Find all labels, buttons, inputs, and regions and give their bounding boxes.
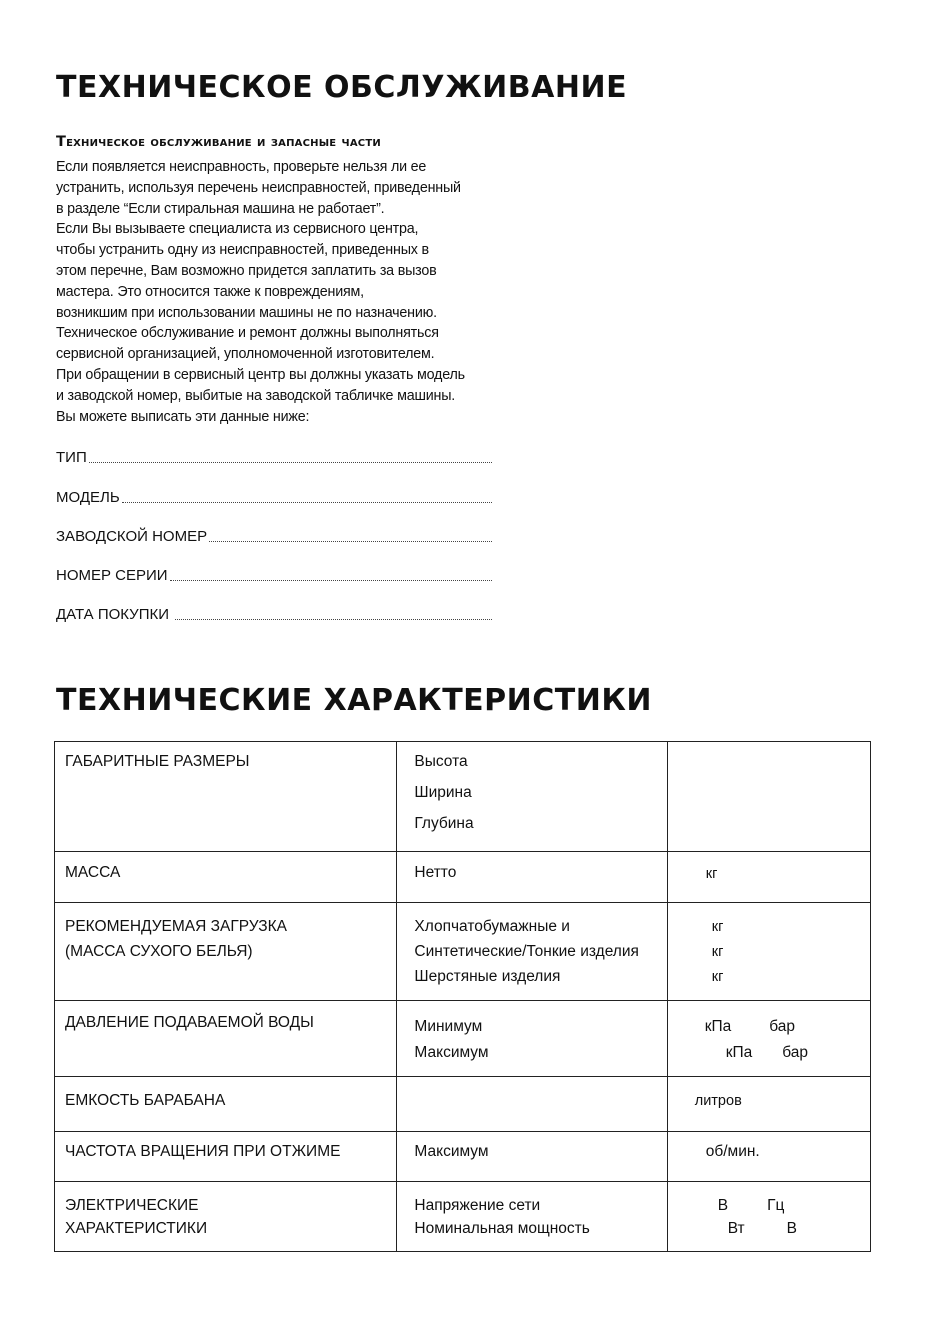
spec-name: ЕМКОСТЬ БАРАБАНА (65, 1092, 226, 1109)
spec-name: ХАРАКТЕРИСТИКИ (65, 1220, 208, 1237)
paragraph-line: При обращении в сервисный центр вы должны указать модель (56, 366, 465, 383)
spec-param: Нетто (414, 864, 457, 881)
spec-unit: Гц (767, 1197, 785, 1214)
spec-param: Минимум (414, 1018, 483, 1035)
spec-params-cell (397, 1182, 667, 1252)
spec-params-cell (397, 1077, 667, 1132)
serial-number-label: ЗАВОДСКОЙ НОМЕР (56, 528, 208, 545)
specs-title: ТЕХНИЧЕСКИЕ ХАРАКТЕРИСТИКИ (56, 683, 652, 718)
spec-name-cell (55, 1132, 397, 1182)
spec-param: Максимум (414, 1143, 489, 1160)
model-fill-line[interactable] (122, 501, 492, 503)
model-label: МОДЕЛЬ (56, 489, 120, 506)
spec-name-cell (55, 903, 397, 1001)
paragraph-line: сервисной организацией, уполномоченной изготовителем. (56, 346, 435, 363)
spec-units-cell (667, 1077, 870, 1132)
table-row (55, 1001, 871, 1077)
spec-param: Синтетические/Тонкие изделия (414, 943, 639, 960)
spec-name: ЧАСТОТА ВРАЩЕНИЯ ПРИ ОТЖИМЕ (65, 1143, 341, 1160)
spec-units-cell (667, 742, 870, 852)
paragraph-line: Техническое обслуживание и ремонт должны выполняться (56, 325, 439, 342)
spec-unit-line (678, 1194, 862, 1217)
spec-params-cell (397, 1001, 667, 1077)
spec-name: ЭЛЕКТРИЧЕСКИЕ (65, 1197, 199, 1214)
spec-name-cell (55, 742, 397, 852)
spec-params-cell (397, 903, 667, 1001)
table-row (55, 852, 871, 903)
spec-name: РЕКОМЕНДУЕМАЯ ЗАГРУЗКА (65, 918, 287, 935)
spec-name-cell (55, 1182, 397, 1252)
table-row (55, 742, 871, 852)
spec-unit: кг (711, 919, 724, 935)
spec-params-cell (397, 852, 667, 903)
paragraph-line: этом перечне, Вам возможно придется заплатить за вызов (56, 262, 437, 279)
spec-param: Напряжение сети (414, 1197, 541, 1214)
series-number-fill-line[interactable] (170, 579, 492, 581)
specs-table (54, 741, 871, 1252)
spec-unit: кг (711, 944, 724, 960)
spec-units-cell (667, 852, 870, 903)
spec-unit: об/мин. (705, 1143, 760, 1160)
spec-params-cell (397, 742, 667, 852)
paragraph-line: и заводской номер, выбитые на заводской табличке машины. (56, 387, 456, 404)
spec-name: ГАБАРИТНЫЕ РАЗМЕРЫ (65, 753, 250, 770)
spec-unit-line (678, 1014, 862, 1040)
spec-unit: кг (711, 969, 724, 985)
spec-name: МАССА (65, 864, 121, 881)
paragraph-line: Если появляется неисправность, проверьте нельзя ли ее (56, 159, 427, 175)
series-number-label: НОМЕР СЕРИИ (56, 567, 168, 584)
paragraph-line: чтобы устранить одну из неисправностей, приведенных в (56, 242, 429, 259)
type-field[interactable] (56, 448, 492, 466)
spec-unit: Вт (727, 1220, 745, 1237)
spec-units-cell (667, 903, 870, 1001)
table-row (55, 1182, 871, 1252)
spec-param: Максимум (414, 1044, 489, 1061)
purchase-date-field[interactable] (56, 605, 492, 623)
spec-unit: кПа (725, 1044, 753, 1061)
maintenance-title: ТЕХНИЧЕСКОЕ ОБСЛУЖИВАНИЕ (56, 70, 628, 105)
spec-name-cell (55, 852, 397, 903)
spec-unit: В (786, 1220, 798, 1237)
spec-unit: кг (705, 866, 718, 882)
paragraph-line: в разделе “Если стиральная машина не работает”. (56, 200, 385, 217)
paragraph-line: Если Вы вызываете специалиста из сервисного центра, (56, 221, 419, 238)
spec-param: Номинальная мощность (414, 1220, 590, 1237)
serial-number-fill-line[interactable] (209, 540, 492, 542)
spec-name-cell (55, 1077, 397, 1132)
spec-unit-line (678, 1040, 862, 1066)
spec-unit: бар (769, 1018, 796, 1035)
paragraph-line: мастера. Это относится также к повреждениям, (56, 283, 364, 300)
table-row (55, 1132, 871, 1182)
spec-param: Глубина (414, 815, 474, 832)
series-number-field[interactable] (56, 566, 492, 584)
type-label: ТИП (56, 449, 87, 466)
purchase-date-label: ДАТА ПОКУПКИ (56, 606, 174, 623)
spec-param: Высота (414, 753, 468, 770)
spec-name: ДАВЛЕНИЕ ПОДАВАЕМОЙ ВОДЫ (65, 1014, 314, 1031)
spec-units-cell (667, 1132, 870, 1182)
spec-unit: В (717, 1197, 729, 1214)
spec-name: (МАССА СУХОГО БЕЛЬЯ) (65, 943, 253, 960)
spec-param: Ширина (414, 784, 472, 801)
paragraph-line: возникшим при использовании машины не по назначению. (56, 304, 437, 321)
table-row (55, 1077, 871, 1132)
purchase-date-fill-line[interactable] (175, 618, 492, 620)
spec-units-cell (667, 1182, 870, 1252)
paragraph-line: Вы можете выписать эти данные ниже: (56, 408, 310, 425)
spec-unit-line (678, 1217, 862, 1240)
maintenance-paragraph (56, 157, 516, 427)
model-field[interactable] (56, 488, 492, 506)
spec-unit: кПа (704, 1018, 732, 1035)
maintenance-subtitle: Техническое обслуживание и запасные части (56, 134, 381, 150)
spec-param: Шерстяные изделия (414, 968, 561, 985)
type-fill-line[interactable] (89, 461, 492, 463)
spec-unit: литров (694, 1093, 742, 1109)
spec-name-cell (55, 1001, 397, 1077)
spec-unit: бар (782, 1044, 809, 1061)
spec-units-cell (667, 1001, 870, 1077)
spec-param: Хлопчатобумажные и (414, 918, 570, 935)
spec-params-cell (397, 1132, 667, 1182)
paragraph-line: устранить, используя перечень неисправностей, приведенный (56, 179, 461, 196)
serial-number-field[interactable] (56, 527, 492, 545)
table-row (55, 903, 871, 1001)
